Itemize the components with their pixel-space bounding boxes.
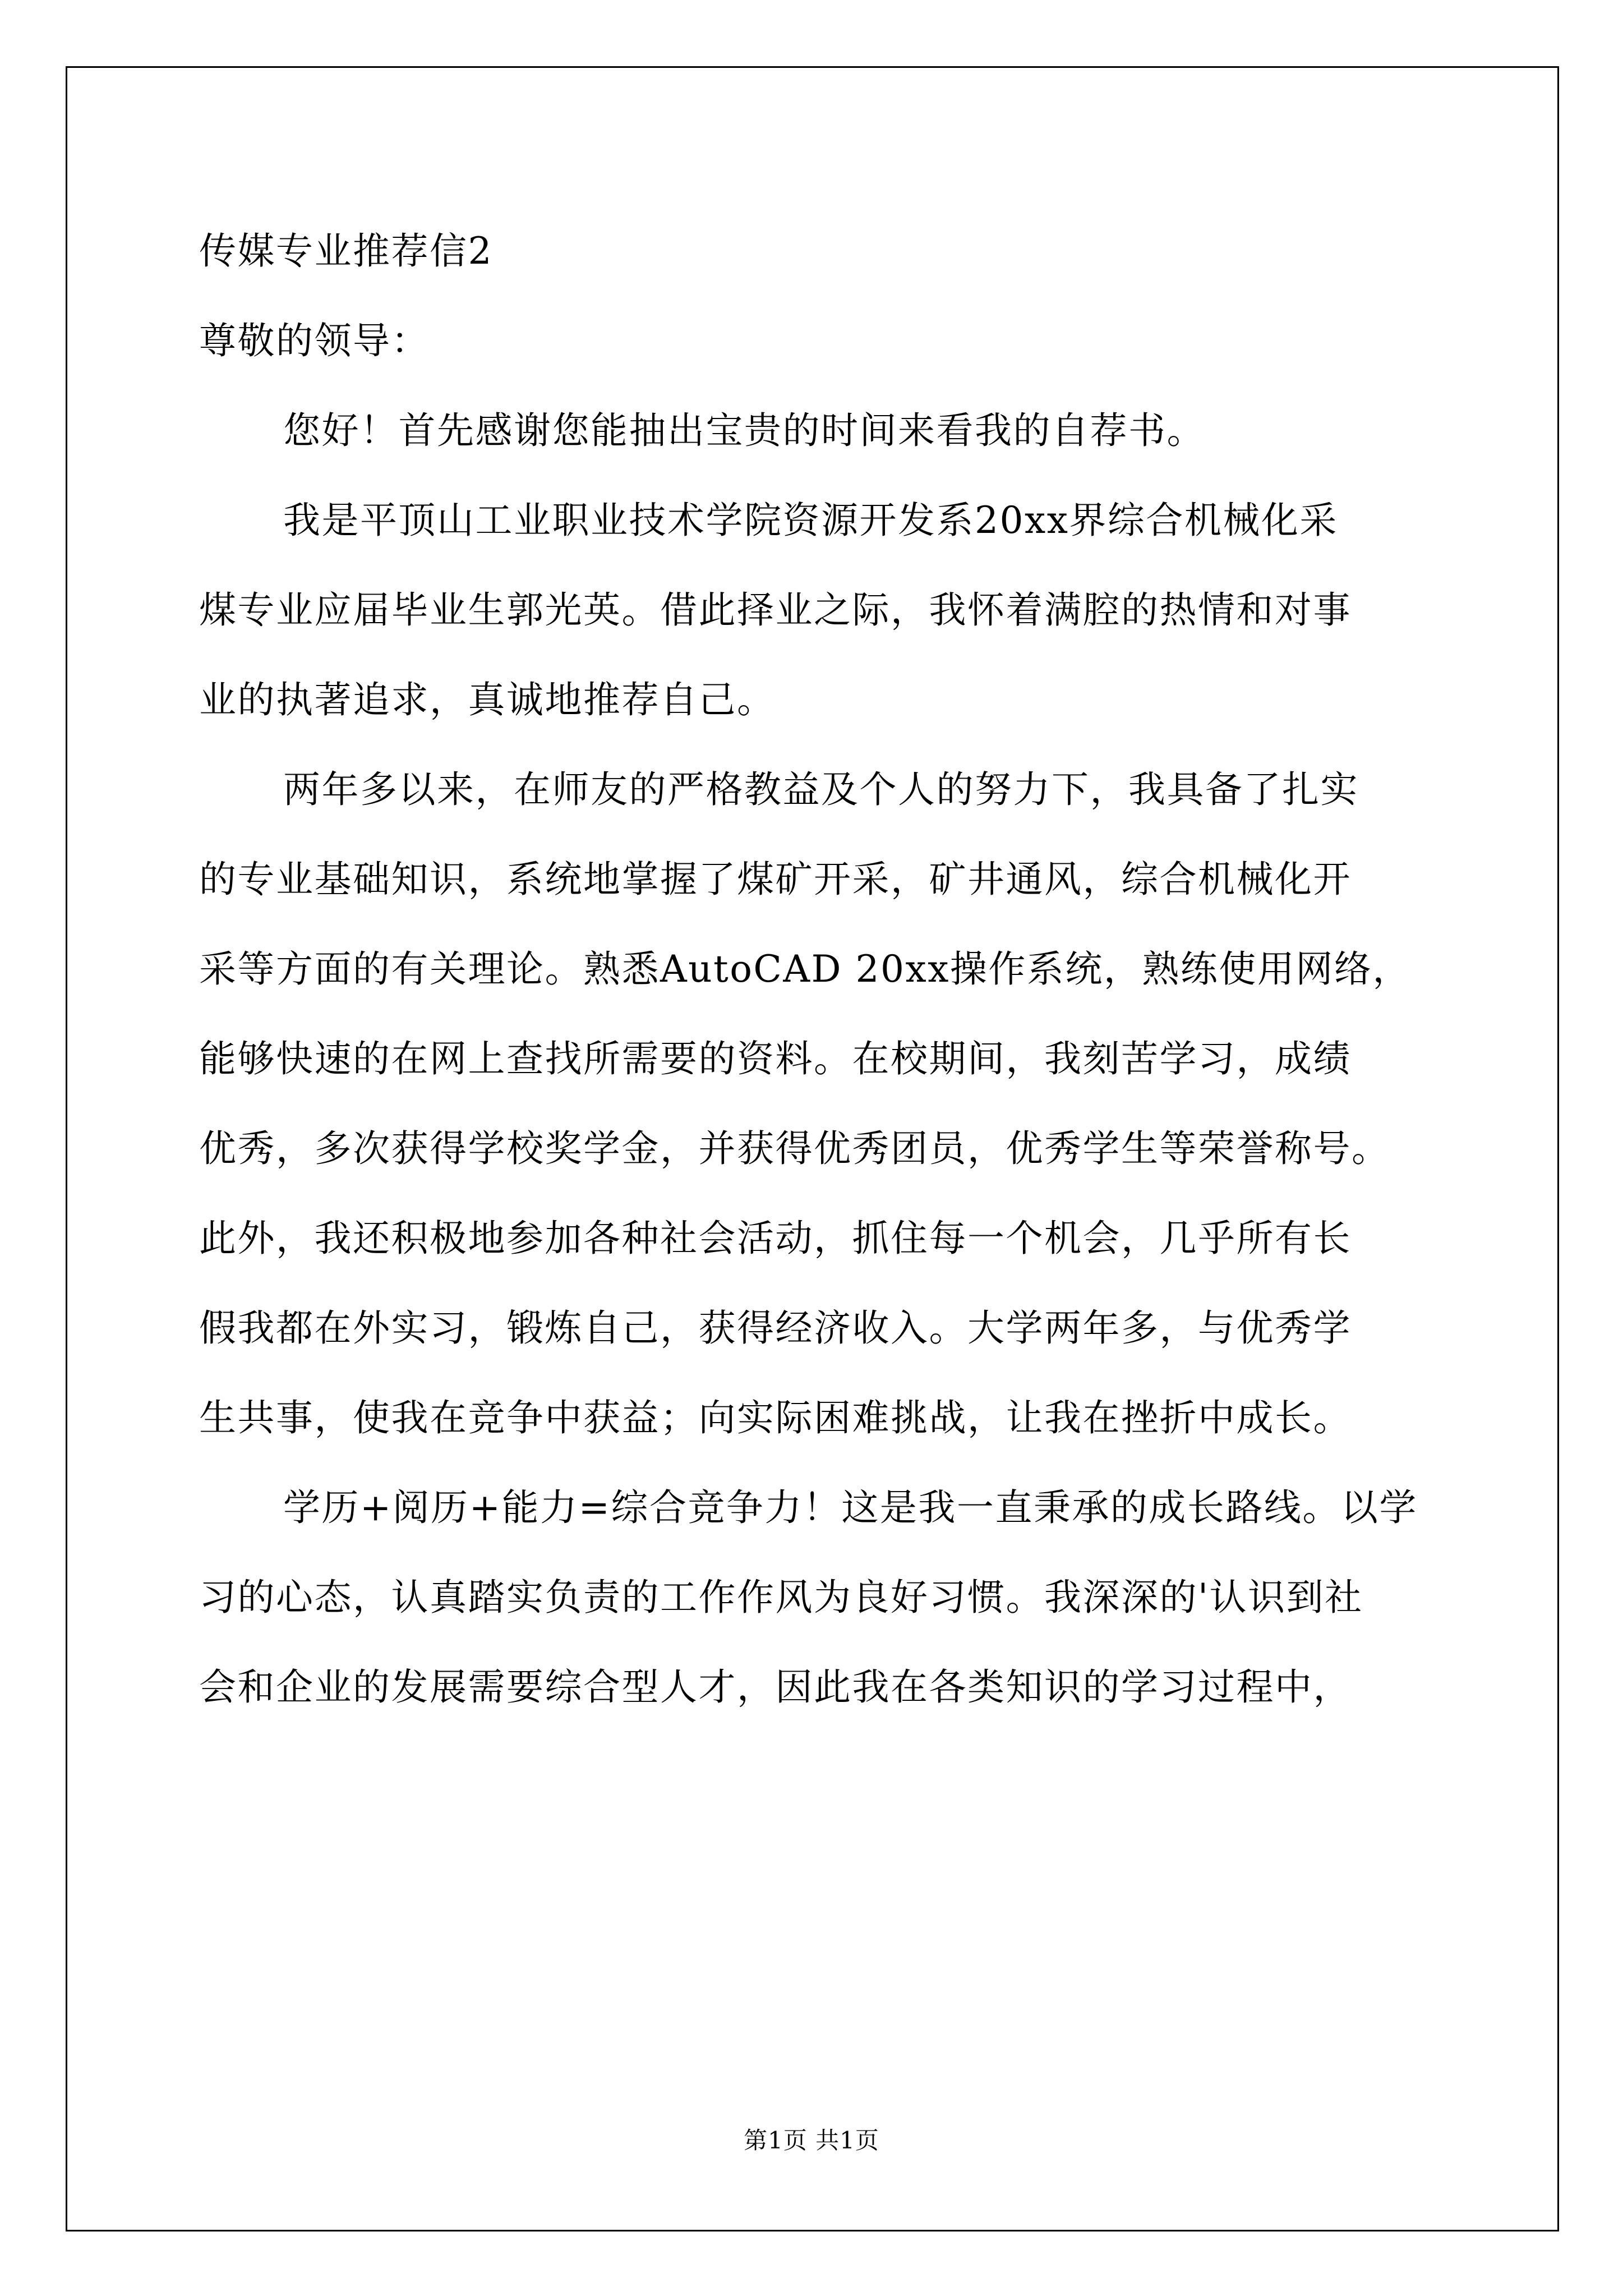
paragraph-line: 您好！首先感谢您能抽出宝贵的时间来看我的自荐书。 [283, 409, 1205, 452]
paragraph-line: 煤专业应届毕业生郭光英。借此择业之际，我怀着满腔的热情和对事 [199, 588, 1352, 632]
paragraph-line: 此外，我还积极地参加各种社会活动，抓住每一个机会，几乎所有长 [199, 1217, 1352, 1260]
document-title: 传媒专业推荐信2 [199, 229, 493, 273]
paragraph-line: 业的执著追求，真诚地推荐自己。 [199, 678, 776, 721]
paragraph-line: 能够快速的在网上查找所需要的资料。在校期间，我刻苦学习，成绩 [199, 1037, 1352, 1080]
salutation: 尊敬的领导： [199, 319, 430, 362]
paragraph-line: 学历+阅历+能力=综合竞争力！这是我一直秉承的成长路线。以学 [283, 1486, 1418, 1529]
paragraph-line: 优秀，多次获得学校奖学金，并获得优秀团员，优秀学生等荣誉称号。 [199, 1127, 1390, 1170]
page-number-footer: 第1页 共1页 [744, 2127, 879, 2154]
paragraph-line: 我是平顶山工业职业技术学院资源开发系20xx界综合机械化采 [283, 499, 1338, 542]
paragraph-line: 会和企业的发展需要综合型人才，因此我在各类知识的学习过程中， [199, 1665, 1352, 1709]
paragraph-line: 假我都在外实习，锻炼自己，获得经济收入。大学两年多，与优秀学 [199, 1306, 1352, 1350]
paragraph-line: 习的心态，认真踏实负责的工作作风为良好习惯。我深深的'认识到社 [199, 1576, 1363, 1619]
paragraph-line: 两年多以来，在师友的严格教益及个人的努力下，我具备了扎实 [283, 768, 1359, 811]
paragraph-line: 生共事，使我在竞争中获益；向实际困难挑战，让我在挫折中成长。 [199, 1396, 1352, 1439]
paragraph-line: 采等方面的有关理论。熟悉AutoCAD 20xx操作系统，熟练使用网络， [199, 947, 1411, 991]
paragraph-line: 的专业基础知识，系统地掌握了煤矿开采，矿井通风，综合机械化开 [199, 858, 1352, 901]
